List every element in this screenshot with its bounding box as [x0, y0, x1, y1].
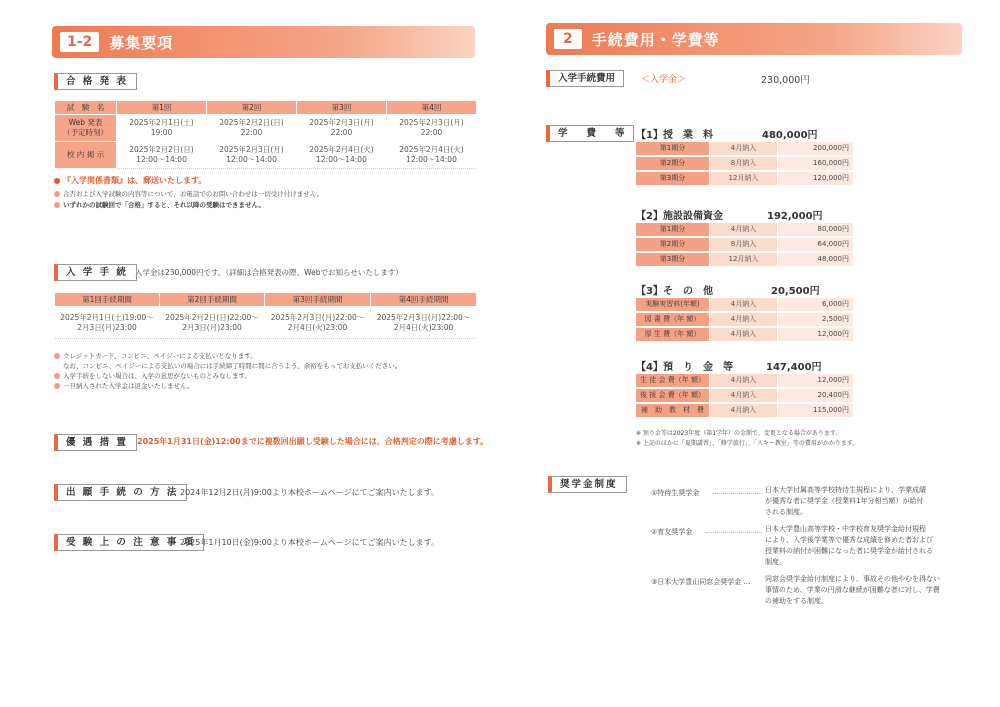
- preferential-label: 優 遇 措 置: [54, 434, 137, 451]
- fee-row: 後 援 会 費（年 額） 4月納入 20,400円: [636, 389, 853, 402]
- procedure-period: 2025年2月1日(土)19:00～ 2月3日(月)23:00: [55, 307, 160, 339]
- fee-group-amount: 20,500円: [771, 286, 820, 297]
- board-date: 2025年2月2日(日) 12:00～14:00: [117, 142, 207, 169]
- results-header: 第1回: [117, 101, 207, 115]
- fee-group-title: 【1】授 業 料: [636, 130, 713, 141]
- results-note: いずれかの試験回で「合格」すると、それ以降の受験はできません。: [54, 200, 265, 209]
- procedure-desc: 入学金は230,000円です。（詳細は合格発表の際、Webでお知らせいたします）: [135, 268, 403, 277]
- results-header: 第4回: [387, 101, 477, 115]
- exam-notes-text: 2025年1月10日(金)9:00より本校ホームページにてご案内いたします。: [180, 538, 440, 547]
- scholarship-desc: 日本大学付属高等学校特待生規程により、学業成績 が優秀な者に奨学金（授業料1年分相当額）が給付 される制度。: [765, 486, 926, 516]
- results-note: 合否および入学試験の内容等について、お電話でのお問い合わせは一切受け付けません。: [54, 189, 323, 198]
- dotted-leader: [706, 532, 762, 533]
- fee-group-amount: 147,400円: [766, 362, 822, 373]
- fee-group-title: 【2】施設設備資金: [636, 211, 723, 222]
- procedure-label: 入 学 手 続: [54, 264, 137, 281]
- results-header: 第3回: [297, 101, 387, 115]
- web-date: 2025年2月3日(月) 22:00: [297, 115, 387, 142]
- fee-row: 第1期分 4月納入 200,000円: [636, 142, 853, 155]
- results-table: [54, 100, 477, 169]
- fee-group-title: 【3】そ の 他: [636, 286, 713, 297]
- fee-group-title: 【4】預 り 金 等: [636, 362, 733, 373]
- entrance-fee-item: ＜入学金＞: [641, 75, 687, 85]
- procedure-header: 第2回手続期間: [160, 293, 265, 307]
- web-date: 2025年2月1日(土) 19:00: [117, 115, 207, 142]
- fee-row: 図 書 費（年 額） 4月納入 2,500円: [636, 313, 853, 326]
- section-header-admission: [52, 26, 475, 58]
- results-note-red: 『入学関係書類』は、郵送いたします。: [54, 175, 206, 186]
- procedure-header: 第3回手続期間: [265, 293, 371, 307]
- exam-notes-label: 受 験 上 の 注 意 事 項: [54, 534, 204, 551]
- scholarship-desc: 日本大学豊山高等学校・中学校育友奨学金給付規程 により、入学後学業等で優秀な成績を修めた者および 授業料の納付が困難になった者に奨学金が給付される 制度。: [765, 525, 933, 566]
- procedure-header: 第1回手続期間: [55, 293, 160, 307]
- fee-row: 実験実習料(年額) 4月納入 6,000円: [636, 298, 853, 311]
- results-label: 合 格 発 表: [54, 73, 137, 90]
- procedure-note: なお、コンビニ、ペイジーによる支払いの場合には手続締了時間に間に合うよう、余裕をもってお支払いください。: [63, 362, 402, 370]
- procedure-table: [54, 292, 477, 339]
- scholarship-name: ③日本大学豊山同窓会奨学金 …: [651, 578, 751, 586]
- bullet-icon: [54, 202, 60, 208]
- web-row-label: Web 発表 （予定時刻）: [55, 115, 117, 142]
- fee-row: 第1期分 4月納入 80,000円: [636, 223, 853, 236]
- procedure-period: 2025年2月3日(月)22:00～ 2月4日(火)23:00: [371, 307, 477, 339]
- procedure-note: クレジットカード、コンビニ、ペイジーによる支払いとなります。: [54, 351, 257, 360]
- bullet-icon: [54, 178, 60, 184]
- procedure-header: 第4回手続期間: [371, 293, 477, 307]
- section-number: 1-2: [60, 32, 99, 52]
- tuition-label: 学 費 等: [546, 125, 634, 142]
- fee-row: 第3期分 12月納入 48,000円: [636, 253, 853, 266]
- scholarship-desc: 同窓会奨学金給付制度により、事故その他やむを得ない 事情のため、学業の円滑な継続が困難な者に対し、学費 の補助をする制度。: [765, 575, 940, 605]
- fee-group-amount: 480,000円: [762, 130, 818, 141]
- board-date: 2025年2月4日(火) 12:00～14:00: [297, 142, 387, 169]
- board-date: 2025年2月4日(火) 12:00～14:00: [387, 142, 477, 169]
- procedure-period: 2025年2月2日(日)22:00～ 2月3日(月)23:00: [160, 307, 265, 339]
- section-title: 手続費用・学費等: [591, 30, 720, 49]
- fee-row: 第3期分 12月納入 120,000円: [636, 172, 853, 185]
- section-title: 募集要項: [109, 33, 174, 52]
- application-label: 出 願 手 続 の 方 法: [54, 484, 187, 501]
- scholarship-label: 奨学金制度: [548, 476, 627, 493]
- bullet-icon: [54, 383, 60, 389]
- results-header: 第2回: [207, 101, 297, 115]
- fee-row: 第2期分 8月納入 64,000円: [636, 238, 853, 251]
- section-number: 2: [554, 29, 582, 49]
- fee-row: 第2期分 8月納入 160,000円: [636, 157, 853, 170]
- dotted-leader: [712, 493, 762, 494]
- fee-note: ※ 上記のほかに「夏期講習」、「修学旅行」、「スキー教室」等の費用がかかります。: [636, 440, 859, 447]
- fee-row: 生 徒 会 費（年 額） 4月納入 12,000円: [636, 374, 853, 387]
- fee-note: ※ 預り金等は2023年度（第1学年）の金額で、変更となる場合があります。: [636, 430, 842, 437]
- web-date: 2025年2月2日(日) 22:00: [207, 115, 297, 142]
- procedure-note: 入学手続をしない場合は、入学の意思がないものとみなします。: [54, 371, 251, 380]
- application-text: 2024年12月2日(月)9:00より本校ホームページにてご案内いたします。: [180, 488, 440, 497]
- board-row-label: 校 内 掲 示: [55, 142, 117, 169]
- section-header-fees: [546, 23, 962, 55]
- scholarship-name: ②育友奨学金: [651, 528, 693, 536]
- bullet-icon: [54, 373, 60, 379]
- results-header: 試 験 名: [55, 101, 117, 115]
- preferential-text: 2025年1月31日(金)12:00までに複数回出願し受験した場合には、合格判定の際に考慮します。: [137, 437, 489, 446]
- entrance-fee-label: 入学手続費用: [546, 70, 624, 87]
- web-date: 2025年2月3日(月) 22:00: [387, 115, 477, 142]
- board-date: 2025年2月3日(月) 12:00～14:00: [207, 142, 297, 169]
- fee-row: 補 助 教 材 費 4月納入 115,000円: [636, 404, 853, 417]
- procedure-period: 2025年2月3日(月)22:00～ 2月4日(火)23:00: [265, 307, 371, 339]
- fee-row: 厚 生 費（年 額） 4月納入 12,000円: [636, 328, 853, 341]
- procedure-note: 一旦納入された入学金は返金いたしません。: [54, 381, 193, 390]
- entrance-fee-amount: 230,000円: [761, 75, 810, 86]
- scholarship-name: ①特待生奨学金: [651, 489, 700, 497]
- bullet-icon: [54, 191, 60, 197]
- fee-group-amount: 192,000円: [767, 211, 823, 222]
- bullet-icon: [54, 353, 60, 359]
